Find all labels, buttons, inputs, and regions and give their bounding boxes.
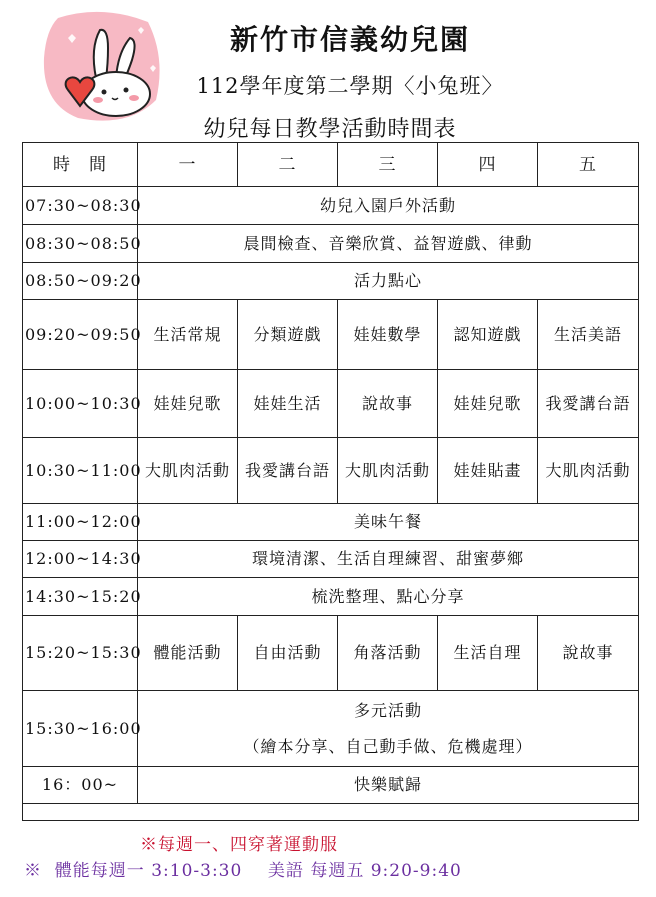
activity-cell: 生活美語	[538, 300, 639, 370]
activity-cell: 我愛講台語	[238, 438, 338, 504]
table-row	[23, 438, 639, 504]
day-header: 四	[438, 143, 538, 187]
time-cell: 08:50~09:20	[23, 263, 138, 300]
term-title: 112學年度第二學期〈小兔班〉	[196, 74, 504, 98]
activity-cell: 大肌肉活動	[338, 438, 438, 504]
table-row	[23, 300, 639, 370]
table-row	[23, 370, 639, 438]
activity-main-text: 多元活動	[353, 700, 422, 720]
activity-span-cell: 幼兒入園戶外活動	[138, 187, 639, 225]
activity-span-cell: 環境清潔、生活自理練習、甜蜜夢鄉	[138, 541, 639, 578]
activity-cell: 體能活動	[138, 616, 238, 691]
table-row	[23, 504, 639, 541]
school-title: 新竹市信義幼兒園	[229, 23, 470, 56]
activity-span-cell	[138, 691, 639, 767]
day-header: 二	[238, 143, 338, 187]
table-header-row	[23, 143, 639, 187]
time-cell: 08:30~08:50	[23, 225, 138, 263]
time-cell: 15:30~16:00	[23, 691, 138, 767]
table-footer-row	[23, 804, 639, 821]
day-header: 五	[538, 143, 639, 187]
time-cell: 12:00~14:30	[23, 541, 138, 578]
time-cell: 07:30~08:30	[23, 187, 138, 225]
time-cell: 16：00~	[23, 767, 138, 804]
table-row	[23, 225, 639, 263]
activity-cell: 認知遊戲	[438, 300, 538, 370]
time-column-header: 時 間	[23, 143, 138, 187]
activity-cell: 娃娃生活	[238, 370, 338, 438]
activity-cell: 生活自理	[438, 616, 538, 691]
activity-cell: 說故事	[538, 616, 639, 691]
activity-span-cell: 美味午餐	[138, 504, 639, 541]
activity-cell: 大肌肉活動	[138, 438, 238, 504]
activity-span-cell: 快樂賦歸	[138, 767, 639, 804]
table-row	[23, 767, 639, 804]
activity-cell: 生活常規	[138, 300, 238, 370]
day-header: 三	[338, 143, 438, 187]
activity-cell: 大肌肉活動	[538, 438, 639, 504]
time-cell: 14:30~15:20	[23, 578, 138, 616]
activity-span-cell: 晨間檢查、音樂欣賞、益智遊戲、律動	[138, 225, 639, 263]
time-cell: 09:20~09:50	[23, 300, 138, 370]
time-cell: 10:30~11:00	[23, 438, 138, 504]
table-row	[23, 263, 639, 300]
activity-span-cell: 活力點心	[138, 263, 639, 300]
table-row	[23, 578, 639, 616]
schedule-title: 幼兒每日教學活動時間表	[203, 117, 457, 142]
time-cell: 15:20~15:30	[23, 616, 138, 691]
activity-cell: 角落活動	[338, 616, 438, 691]
blank-cell	[23, 804, 639, 821]
activity-cell: 娃娃數學	[338, 300, 438, 370]
table-row	[23, 691, 639, 767]
time-cell: 10:00~10:30	[23, 370, 138, 438]
schedule-table	[22, 142, 639, 821]
time-cell: 11:00~12:00	[23, 504, 138, 541]
day-header: 一	[138, 143, 238, 187]
activity-cell: 娃娃兒歌	[138, 370, 238, 438]
activity-cell: 自由活動	[238, 616, 338, 691]
activity-cell: 我愛講台語	[538, 370, 639, 438]
activity-sub-text: （繪本分享、自己動手做、危機處理）	[243, 736, 533, 756]
activity-cell: 娃娃貼畫	[438, 438, 538, 504]
uniform-note: ※每週一、四穿著運動服	[140, 835, 338, 855]
activity-cell: 分類遊戲	[238, 300, 338, 370]
table-row	[23, 616, 639, 691]
table-row	[23, 541, 639, 578]
activity-span-cell: 梳洗整理、點心分享	[138, 578, 639, 616]
schedule-note: ※ 體能每週一 3:10-3:30 美語 每週五 9:20-9:40	[24, 861, 462, 881]
activity-cell: 說故事	[338, 370, 438, 438]
activity-cell: 娃娃兒歌	[438, 370, 538, 438]
table-row	[23, 187, 639, 225]
